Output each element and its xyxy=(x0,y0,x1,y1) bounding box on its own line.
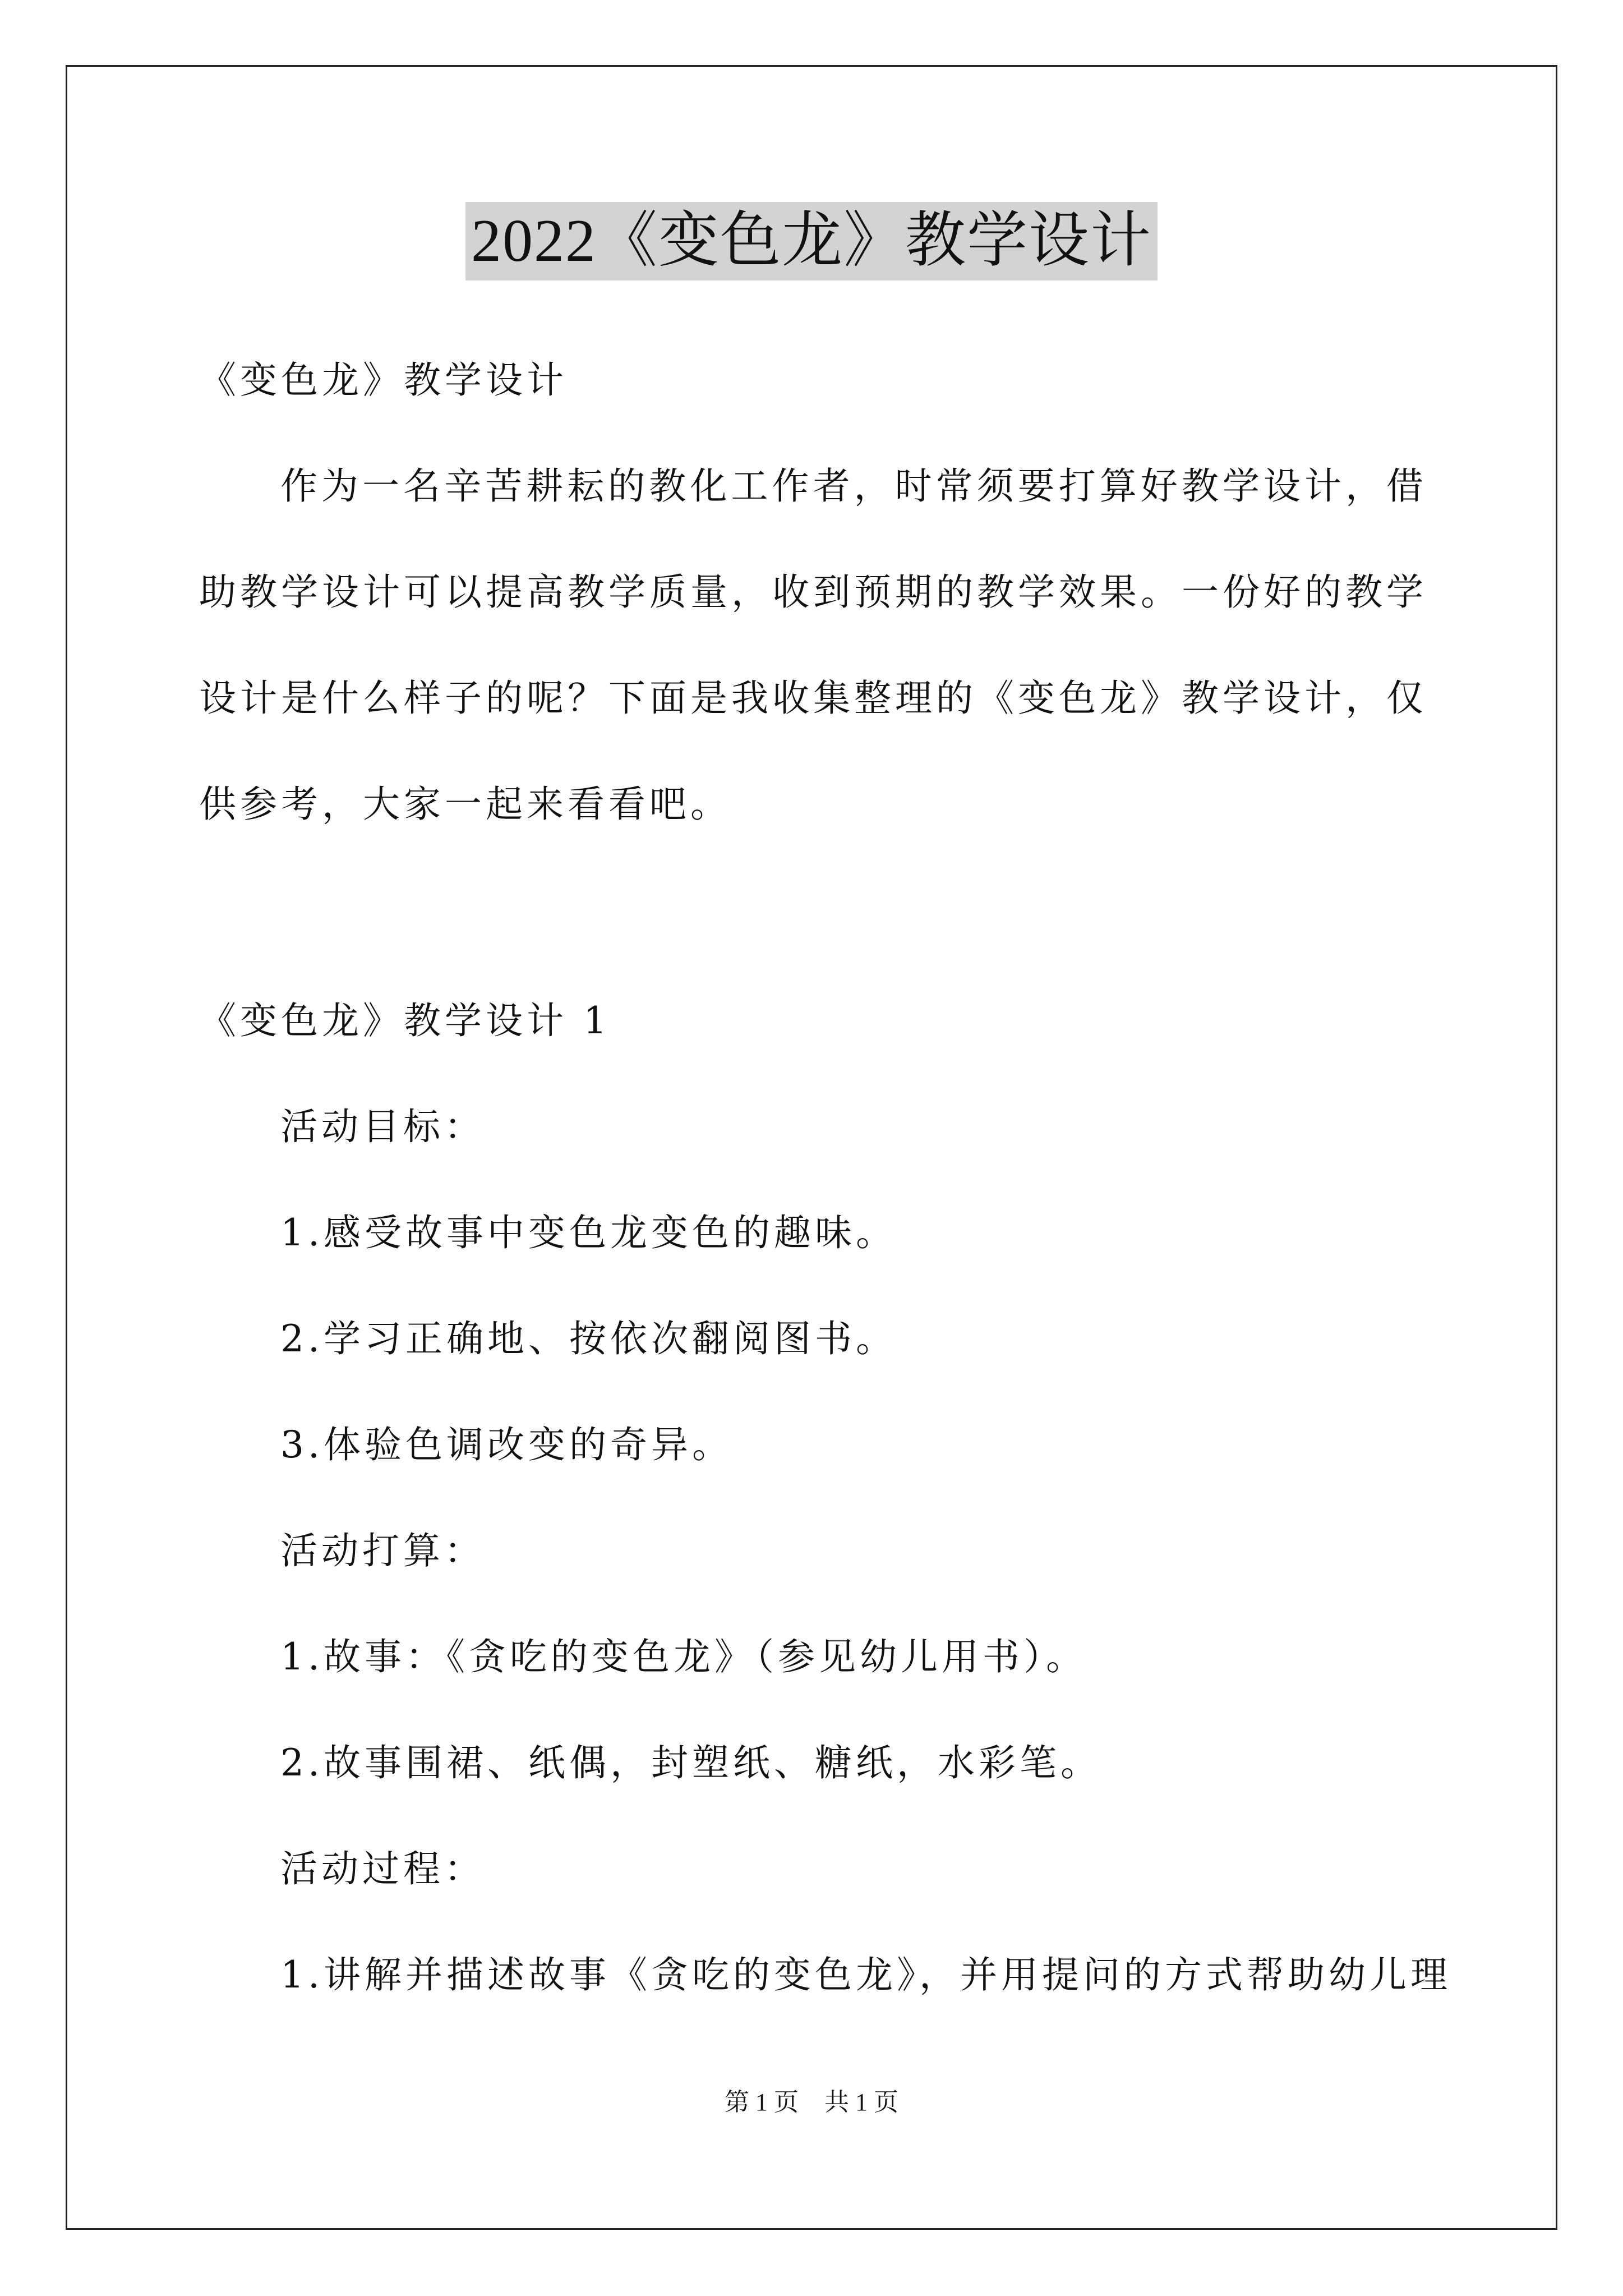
goal-item: 1.感受故事中变色龙变色的趣味。 xyxy=(280,1211,897,1254)
prep-label: 活动打算： xyxy=(280,1529,485,1572)
intro-paragraph-line-1: 作为一名辛苦耕耘的教化工作者，时常须要打算好教学设计，借 xyxy=(280,464,1427,508)
prep-item: 1.故事：《贪吃的变色龙》（参见幼儿用书）。 xyxy=(280,1635,1087,1678)
document-title: 2022《变色龙》教学设计 xyxy=(465,202,1158,280)
intro-paragraph-line-4: 供参考，大家一起来看看吧。 xyxy=(199,783,731,826)
intro-heading: 《变色龙》教学设计 xyxy=(199,358,568,402)
goal-item: 2.学习正确地、按依次翻阅图书。 xyxy=(280,1317,897,1360)
title-container xyxy=(0,202,1623,280)
goals-label: 活动目标： xyxy=(280,1105,485,1148)
page-total: 共 1 页 xyxy=(824,2088,898,2116)
goal-item: 3.体验色调改变的奇异。 xyxy=(280,1423,733,1466)
intro-paragraph-line-3: 设计是什么样子的呢？下面是我收集整理的《变色龙》教学设计，仅 xyxy=(199,677,1427,720)
section-heading: 《变色龙》教学设计 1 xyxy=(199,999,611,1042)
intro-paragraph-line-2: 助教学设计可以提高教学质量，收到预期的教学效果。一份好的教学 xyxy=(199,570,1427,614)
page-number: 第 1 页 xyxy=(725,2088,799,2116)
process-label: 活动过程： xyxy=(280,1847,485,1890)
page-footer xyxy=(0,2086,1623,2119)
process-item: 1.讲解并描述故事《贪吃的变色龙》，并用提问的方式帮助幼儿理 xyxy=(280,1953,1451,1996)
prep-item: 2.故事围裙、纸偶，封塑纸、糖纸，水彩笔。 xyxy=(280,1741,1101,1784)
